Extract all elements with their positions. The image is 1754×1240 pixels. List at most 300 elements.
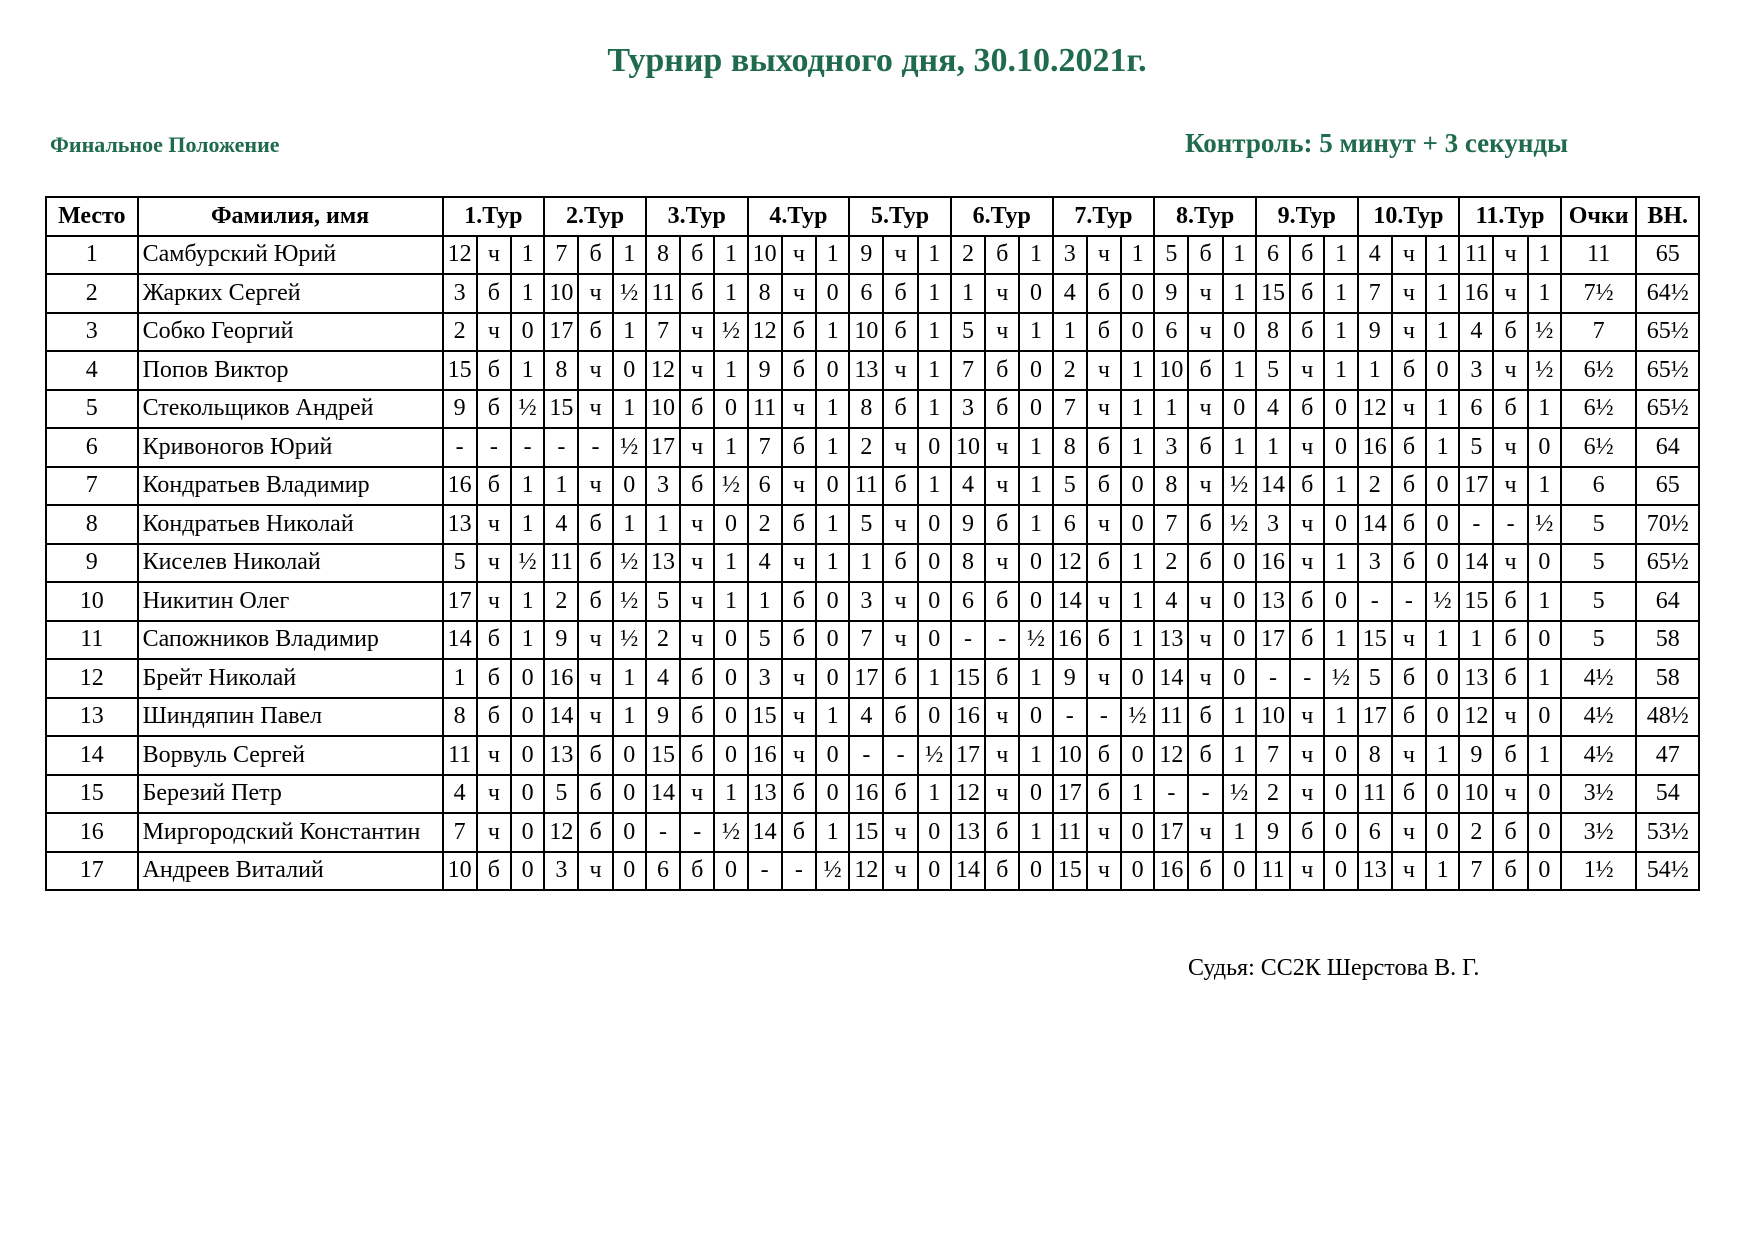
round-11-opponent-cell: 14 xyxy=(1459,544,1493,583)
round-9-opponent-cell: 9 xyxy=(1256,813,1290,852)
tiebreak-cell: 48½ xyxy=(1636,698,1699,737)
round-2-result-cell: ½ xyxy=(613,544,646,583)
round-2-color-cell: ч xyxy=(578,390,612,429)
round-2-opponent-cell: 16 xyxy=(544,659,578,698)
round-5-color-cell: ч xyxy=(883,852,917,891)
round-11-result-cell: 1 xyxy=(1528,659,1561,698)
round-8-result-cell: 0 xyxy=(1223,313,1256,352)
round-6-result-cell: ½ xyxy=(1019,621,1052,660)
round-11-result-cell: 0 xyxy=(1528,428,1561,467)
round-7-color-cell: - xyxy=(1087,698,1121,737)
round-10-result-cell: 0 xyxy=(1426,659,1459,698)
round-8-opponent-cell: 11 xyxy=(1154,698,1188,737)
round-10-result-cell: 0 xyxy=(1426,544,1459,583)
round-5-opponent-cell: 2 xyxy=(849,428,883,467)
round-7-opponent-cell: 7 xyxy=(1053,390,1087,429)
header-tiebreak: ВН. xyxy=(1636,197,1699,236)
round-1-opponent-cell: 17 xyxy=(443,582,477,621)
player-name-cell: Киселев Николай xyxy=(138,544,443,583)
round-2-color-cell: б xyxy=(578,236,612,275)
round-7-opponent-cell: 5 xyxy=(1053,467,1087,506)
round-3-result-cell: 1 xyxy=(714,544,747,583)
round-7-opponent-cell: 15 xyxy=(1053,852,1087,891)
round-9-result-cell: 1 xyxy=(1324,274,1357,313)
round-2-color-cell: б xyxy=(578,544,612,583)
round-6-color-cell: ч xyxy=(985,313,1019,352)
round-10-color-cell: ч xyxy=(1392,852,1426,891)
round-10-result-cell: 1 xyxy=(1426,736,1459,775)
round-6-opponent-cell: 13 xyxy=(951,813,985,852)
round-9-opponent-cell: 5 xyxy=(1256,351,1290,390)
round-6-color-cell: ч xyxy=(985,544,1019,583)
round-9-opponent-cell: 17 xyxy=(1256,621,1290,660)
header-round-5: 5.Тур xyxy=(849,197,951,236)
round-4-color-cell: б xyxy=(782,621,816,660)
round-7-color-cell: ч xyxy=(1087,351,1121,390)
round-10-result-cell: 1 xyxy=(1426,313,1459,352)
round-4-color-cell: б xyxy=(782,313,816,352)
round-5-color-cell: - xyxy=(883,736,917,775)
round-2-color-cell: б xyxy=(578,313,612,352)
round-3-opponent-cell: 12 xyxy=(646,351,680,390)
round-4-color-cell: ч xyxy=(782,236,816,275)
round-11-result-cell: ½ xyxy=(1528,505,1561,544)
place-cell: 2 xyxy=(46,274,138,313)
round-5-color-cell: б xyxy=(883,775,917,814)
round-8-result-cell: 1 xyxy=(1223,274,1256,313)
round-7-result-cell: 1 xyxy=(1121,428,1154,467)
round-11-result-cell: ½ xyxy=(1528,351,1561,390)
header-row xyxy=(46,197,1699,236)
round-9-color-cell: ч xyxy=(1290,775,1324,814)
header-round-6: 6.Тур xyxy=(951,197,1053,236)
table-row xyxy=(46,236,1699,275)
round-4-opponent-cell: 7 xyxy=(748,428,782,467)
round-11-opponent-cell: 17 xyxy=(1459,467,1493,506)
round-10-result-cell: 0 xyxy=(1426,351,1459,390)
round-5-result-cell: 1 xyxy=(918,351,951,390)
round-8-color-cell: б xyxy=(1188,351,1222,390)
round-11-result-cell: 1 xyxy=(1528,274,1561,313)
round-7-result-cell: ½ xyxy=(1121,698,1154,737)
table-row xyxy=(46,852,1699,891)
round-5-opponent-cell: 13 xyxy=(849,351,883,390)
round-11-color-cell: ч xyxy=(1493,467,1527,506)
round-10-result-cell: ½ xyxy=(1426,582,1459,621)
round-7-result-cell: 1 xyxy=(1121,775,1154,814)
round-4-result-cell: 1 xyxy=(816,813,849,852)
round-11-color-cell: ч xyxy=(1493,274,1527,313)
round-11-color-cell: б xyxy=(1493,313,1527,352)
round-7-opponent-cell: 1 xyxy=(1053,313,1087,352)
round-10-opponent-cell: 12 xyxy=(1358,390,1392,429)
points-cell: 5 xyxy=(1561,582,1636,621)
round-11-result-cell: 0 xyxy=(1528,621,1561,660)
round-5-result-cell: ½ xyxy=(918,736,951,775)
round-3-color-cell: ч xyxy=(680,621,714,660)
table-row xyxy=(46,813,1699,852)
round-9-result-cell: 1 xyxy=(1324,351,1357,390)
round-2-color-cell: ч xyxy=(578,698,612,737)
round-6-color-cell: б xyxy=(985,236,1019,275)
round-5-opponent-cell: - xyxy=(849,736,883,775)
round-11-result-cell: 0 xyxy=(1528,852,1561,891)
round-8-opponent-cell: 10 xyxy=(1154,351,1188,390)
round-4-color-cell: ч xyxy=(782,659,816,698)
round-8-opponent-cell: 6 xyxy=(1154,313,1188,352)
round-9-color-cell: б xyxy=(1290,274,1324,313)
round-4-opponent-cell: 11 xyxy=(748,390,782,429)
round-3-result-cell: 0 xyxy=(714,852,747,891)
round-8-opponent-cell: 8 xyxy=(1154,467,1188,506)
round-4-result-cell: 1 xyxy=(816,236,849,275)
round-10-opponent-cell: 17 xyxy=(1358,698,1392,737)
round-3-result-cell: 0 xyxy=(714,621,747,660)
tiebreak-cell: 58 xyxy=(1636,659,1699,698)
round-8-color-cell: ч xyxy=(1188,313,1222,352)
round-1-opponent-cell: 5 xyxy=(443,544,477,583)
round-2-opponent-cell: 7 xyxy=(544,236,578,275)
round-2-result-cell: 0 xyxy=(613,852,646,891)
table-row xyxy=(46,313,1699,352)
round-1-opponent-cell: 12 xyxy=(443,236,477,275)
round-4-result-cell: 1 xyxy=(816,428,849,467)
round-11-color-cell: б xyxy=(1493,390,1527,429)
round-8-result-cell: 0 xyxy=(1223,852,1256,891)
header-round-8: 8.Тур xyxy=(1154,197,1256,236)
round-4-result-cell: 0 xyxy=(816,274,849,313)
round-2-result-cell: 0 xyxy=(613,351,646,390)
round-4-color-cell: - xyxy=(782,852,816,891)
round-7-opponent-cell: 17 xyxy=(1053,775,1087,814)
round-4-result-cell: 0 xyxy=(816,351,849,390)
round-2-result-cell: ½ xyxy=(613,621,646,660)
round-1-color-cell: ч xyxy=(477,736,511,775)
round-7-color-cell: ч xyxy=(1087,813,1121,852)
round-10-result-cell: 1 xyxy=(1426,274,1459,313)
round-11-color-cell: б xyxy=(1493,621,1527,660)
header-round-1: 1.Тур xyxy=(443,197,545,236)
round-9-result-cell: 1 xyxy=(1324,621,1357,660)
round-9-color-cell: б xyxy=(1290,621,1324,660)
round-2-color-cell: б xyxy=(578,813,612,852)
round-3-opponent-cell: 7 xyxy=(646,313,680,352)
round-6-opponent-cell: 2 xyxy=(951,236,985,275)
round-1-color-cell: б xyxy=(477,698,511,737)
round-11-result-cell: 1 xyxy=(1528,582,1561,621)
round-6-opponent-cell: 3 xyxy=(951,390,985,429)
round-7-result-cell: 0 xyxy=(1121,852,1154,891)
player-name-cell: Стекольщиков Андрей xyxy=(138,390,443,429)
round-5-opponent-cell: 15 xyxy=(849,813,883,852)
header-round-3: 3.Тур xyxy=(646,197,748,236)
header-points: Очки xyxy=(1561,197,1636,236)
round-8-color-cell: б xyxy=(1188,736,1222,775)
round-6-opponent-cell: 12 xyxy=(951,775,985,814)
round-1-color-cell: ч xyxy=(477,775,511,814)
header-round-11: 11.Тур xyxy=(1459,197,1561,236)
tiebreak-cell: 65 xyxy=(1636,236,1699,275)
round-3-result-cell: 0 xyxy=(714,736,747,775)
round-5-result-cell: 1 xyxy=(918,390,951,429)
round-9-opponent-cell: 11 xyxy=(1256,852,1290,891)
round-7-color-cell: ч xyxy=(1087,659,1121,698)
round-9-opponent-cell: - xyxy=(1256,659,1290,698)
round-7-result-cell: 1 xyxy=(1121,544,1154,583)
round-8-color-cell: ч xyxy=(1188,621,1222,660)
round-3-opponent-cell: 11 xyxy=(646,274,680,313)
round-10-color-cell: - xyxy=(1392,582,1426,621)
round-5-result-cell: 0 xyxy=(918,544,951,583)
points-cell: 11 xyxy=(1561,236,1636,275)
round-3-opponent-cell: 4 xyxy=(646,659,680,698)
round-1-opponent-cell: - xyxy=(443,428,477,467)
round-8-opponent-cell: 3 xyxy=(1154,428,1188,467)
judge-signature: Судья: СС2К Шерстова В. Г. xyxy=(1188,955,1480,981)
round-9-opponent-cell: 13 xyxy=(1256,582,1290,621)
round-2-color-cell: б xyxy=(578,505,612,544)
round-2-opponent-cell: 2 xyxy=(544,582,578,621)
round-2-result-cell: 1 xyxy=(613,659,646,698)
round-7-opponent-cell: 11 xyxy=(1053,813,1087,852)
round-5-result-cell: 1 xyxy=(918,236,951,275)
round-1-color-cell: б xyxy=(477,351,511,390)
round-4-color-cell: б xyxy=(782,582,816,621)
tiebreak-cell: 65½ xyxy=(1636,390,1699,429)
place-cell: 1 xyxy=(46,236,138,275)
round-9-result-cell: 1 xyxy=(1324,236,1357,275)
round-11-opponent-cell: 4 xyxy=(1459,313,1493,352)
round-9-color-cell: б xyxy=(1290,390,1324,429)
place-cell: 15 xyxy=(46,775,138,814)
round-11-opponent-cell: 6 xyxy=(1459,390,1493,429)
round-7-color-cell: б xyxy=(1087,775,1121,814)
round-4-color-cell: б xyxy=(782,813,816,852)
round-7-result-cell: 0 xyxy=(1121,274,1154,313)
round-9-result-cell: 0 xyxy=(1324,736,1357,775)
tiebreak-cell: 65½ xyxy=(1636,544,1699,583)
round-7-result-cell: 0 xyxy=(1121,467,1154,506)
round-11-color-cell: б xyxy=(1493,736,1527,775)
round-10-opponent-cell: 11 xyxy=(1358,775,1392,814)
page-title: Турнир выходного дня, 30.10.2021г. xyxy=(607,42,1147,79)
round-6-color-cell: б xyxy=(985,351,1019,390)
round-10-opponent-cell: 5 xyxy=(1358,659,1392,698)
round-8-result-cell: 0 xyxy=(1223,390,1256,429)
header-round-9: 9.Тур xyxy=(1256,197,1358,236)
round-2-opponent-cell: 11 xyxy=(544,544,578,583)
round-7-color-cell: б xyxy=(1087,736,1121,775)
round-6-result-cell: 1 xyxy=(1019,467,1052,506)
points-cell: 4½ xyxy=(1561,659,1636,698)
round-3-result-cell: ½ xyxy=(714,313,747,352)
player-name-cell: Брейт Николай xyxy=(138,659,443,698)
round-9-opponent-cell: 16 xyxy=(1256,544,1290,583)
header-place: Место xyxy=(46,197,138,236)
round-9-result-cell: 0 xyxy=(1324,582,1357,621)
round-8-opponent-cell: 2 xyxy=(1154,544,1188,583)
points-cell: 6½ xyxy=(1561,390,1636,429)
round-4-result-cell: 0 xyxy=(816,736,849,775)
round-3-color-cell: б xyxy=(680,274,714,313)
round-6-result-cell: 0 xyxy=(1019,544,1052,583)
round-11-color-cell: ч xyxy=(1493,428,1527,467)
round-6-result-cell: 1 xyxy=(1019,505,1052,544)
place-cell: 3 xyxy=(46,313,138,352)
tiebreak-cell: 47 xyxy=(1636,736,1699,775)
round-11-color-cell: б xyxy=(1493,582,1527,621)
round-8-result-cell: 0 xyxy=(1223,544,1256,583)
round-10-color-cell: б xyxy=(1392,659,1426,698)
round-6-result-cell: 0 xyxy=(1019,775,1052,814)
round-9-result-cell: 0 xyxy=(1324,813,1357,852)
tiebreak-cell: 64½ xyxy=(1636,274,1699,313)
round-3-result-cell: 0 xyxy=(714,698,747,737)
round-5-opponent-cell: 6 xyxy=(849,274,883,313)
round-6-result-cell: 1 xyxy=(1019,736,1052,775)
round-1-color-cell: б xyxy=(477,274,511,313)
round-9-opponent-cell: 1 xyxy=(1256,428,1290,467)
round-8-color-cell: ч xyxy=(1188,659,1222,698)
round-2-opponent-cell: 13 xyxy=(544,736,578,775)
round-9-opponent-cell: 3 xyxy=(1256,505,1290,544)
round-10-opponent-cell: 15 xyxy=(1358,621,1392,660)
table-row xyxy=(46,467,1699,506)
round-8-opponent-cell: 9 xyxy=(1154,274,1188,313)
round-9-result-cell: 0 xyxy=(1324,852,1357,891)
round-3-opponent-cell: 2 xyxy=(646,621,680,660)
points-cell: 4½ xyxy=(1561,736,1636,775)
round-5-opponent-cell: 10 xyxy=(849,313,883,352)
round-2-opponent-cell: 4 xyxy=(544,505,578,544)
round-1-result-cell: 0 xyxy=(511,775,544,814)
round-2-result-cell: 1 xyxy=(613,313,646,352)
round-4-opponent-cell: 15 xyxy=(748,698,782,737)
round-9-result-cell: 1 xyxy=(1324,313,1357,352)
round-9-color-cell: ч xyxy=(1290,698,1324,737)
round-9-result-cell: 1 xyxy=(1324,698,1357,737)
round-10-color-cell: ч xyxy=(1392,736,1426,775)
round-9-color-cell: - xyxy=(1290,659,1324,698)
round-7-color-cell: б xyxy=(1087,544,1121,583)
round-3-result-cell: 0 xyxy=(714,659,747,698)
time-control: Контроль: 5 минут + 3 секунды xyxy=(1185,128,1569,158)
points-cell: 3½ xyxy=(1561,813,1636,852)
round-4-opponent-cell: 10 xyxy=(748,236,782,275)
table-row xyxy=(46,621,1699,660)
round-4-result-cell: 1 xyxy=(816,505,849,544)
round-6-opponent-cell: 6 xyxy=(951,582,985,621)
round-4-opponent-cell: 3 xyxy=(748,659,782,698)
round-8-result-cell: ½ xyxy=(1223,467,1256,506)
round-3-opponent-cell: 1 xyxy=(646,505,680,544)
round-6-color-cell: ч xyxy=(985,736,1019,775)
round-1-result-cell: ½ xyxy=(511,544,544,583)
round-3-color-cell: б xyxy=(680,698,714,737)
round-2-result-cell: 1 xyxy=(613,390,646,429)
player-name-cell: Никитин Олег xyxy=(138,582,443,621)
round-2-opponent-cell: 1 xyxy=(544,467,578,506)
round-8-opponent-cell: 13 xyxy=(1154,621,1188,660)
round-4-result-cell: ½ xyxy=(816,852,849,891)
round-7-result-cell: 1 xyxy=(1121,236,1154,275)
round-8-color-cell: ч xyxy=(1188,390,1222,429)
round-4-color-cell: ч xyxy=(782,390,816,429)
round-5-result-cell: 1 xyxy=(918,313,951,352)
round-11-opponent-cell: 11 xyxy=(1459,236,1493,275)
table-row xyxy=(46,775,1699,814)
round-11-result-cell: ½ xyxy=(1528,313,1561,352)
round-9-result-cell: 0 xyxy=(1324,390,1357,429)
round-11-opponent-cell: 5 xyxy=(1459,428,1493,467)
round-10-opponent-cell: 4 xyxy=(1358,236,1392,275)
round-6-opponent-cell: 16 xyxy=(951,698,985,737)
round-6-color-cell: ч xyxy=(985,274,1019,313)
round-7-color-cell: ч xyxy=(1087,852,1121,891)
round-8-result-cell: 1 xyxy=(1223,428,1256,467)
round-5-result-cell: 0 xyxy=(918,428,951,467)
round-7-color-cell: б xyxy=(1087,428,1121,467)
round-3-result-cell: ½ xyxy=(714,813,747,852)
round-5-opponent-cell: 11 xyxy=(849,467,883,506)
round-6-opponent-cell: 9 xyxy=(951,505,985,544)
round-2-color-cell: б xyxy=(578,582,612,621)
round-7-result-cell: 1 xyxy=(1121,621,1154,660)
round-2-result-cell: ½ xyxy=(613,274,646,313)
round-1-result-cell: 1 xyxy=(511,505,544,544)
round-1-result-cell: 1 xyxy=(511,236,544,275)
round-10-color-cell: б xyxy=(1392,505,1426,544)
round-2-opponent-cell: 15 xyxy=(544,390,578,429)
round-3-opponent-cell: 6 xyxy=(646,852,680,891)
round-8-color-cell: ч xyxy=(1188,813,1222,852)
round-2-opponent-cell: 12 xyxy=(544,813,578,852)
round-9-color-cell: ч xyxy=(1290,736,1324,775)
round-1-result-cell: 1 xyxy=(511,582,544,621)
round-7-opponent-cell: 6 xyxy=(1053,505,1087,544)
round-6-result-cell: 0 xyxy=(1019,852,1052,891)
round-11-opponent-cell: 16 xyxy=(1459,274,1493,313)
round-1-result-cell: - xyxy=(511,428,544,467)
round-7-result-cell: 0 xyxy=(1121,813,1154,852)
round-3-color-cell: б xyxy=(680,736,714,775)
round-6-color-cell: б xyxy=(985,390,1019,429)
round-4-color-cell: б xyxy=(782,505,816,544)
round-10-opponent-cell: 9 xyxy=(1358,313,1392,352)
round-10-color-cell: ч xyxy=(1392,621,1426,660)
round-2-opponent-cell: 17 xyxy=(544,313,578,352)
round-2-color-cell: ч xyxy=(578,351,612,390)
round-10-color-cell: ч xyxy=(1392,390,1426,429)
player-name-cell: Кондратьев Николай xyxy=(138,505,443,544)
round-1-color-cell: ч xyxy=(477,813,511,852)
round-8-color-cell: - xyxy=(1188,775,1222,814)
round-6-opponent-cell: 5 xyxy=(951,313,985,352)
round-9-opponent-cell: 8 xyxy=(1256,313,1290,352)
round-9-opponent-cell: 6 xyxy=(1256,236,1290,275)
round-8-color-cell: ч xyxy=(1188,274,1222,313)
round-5-result-cell: 1 xyxy=(918,775,951,814)
table-row xyxy=(46,698,1699,737)
round-5-opponent-cell: 8 xyxy=(849,390,883,429)
round-3-result-cell: 1 xyxy=(714,236,747,275)
round-1-result-cell: 1 xyxy=(511,274,544,313)
round-4-opponent-cell: 5 xyxy=(748,621,782,660)
round-6-opponent-cell: 17 xyxy=(951,736,985,775)
round-7-color-cell: ч xyxy=(1087,582,1121,621)
round-2-color-cell: б xyxy=(578,775,612,814)
round-6-result-cell: 1 xyxy=(1019,428,1052,467)
